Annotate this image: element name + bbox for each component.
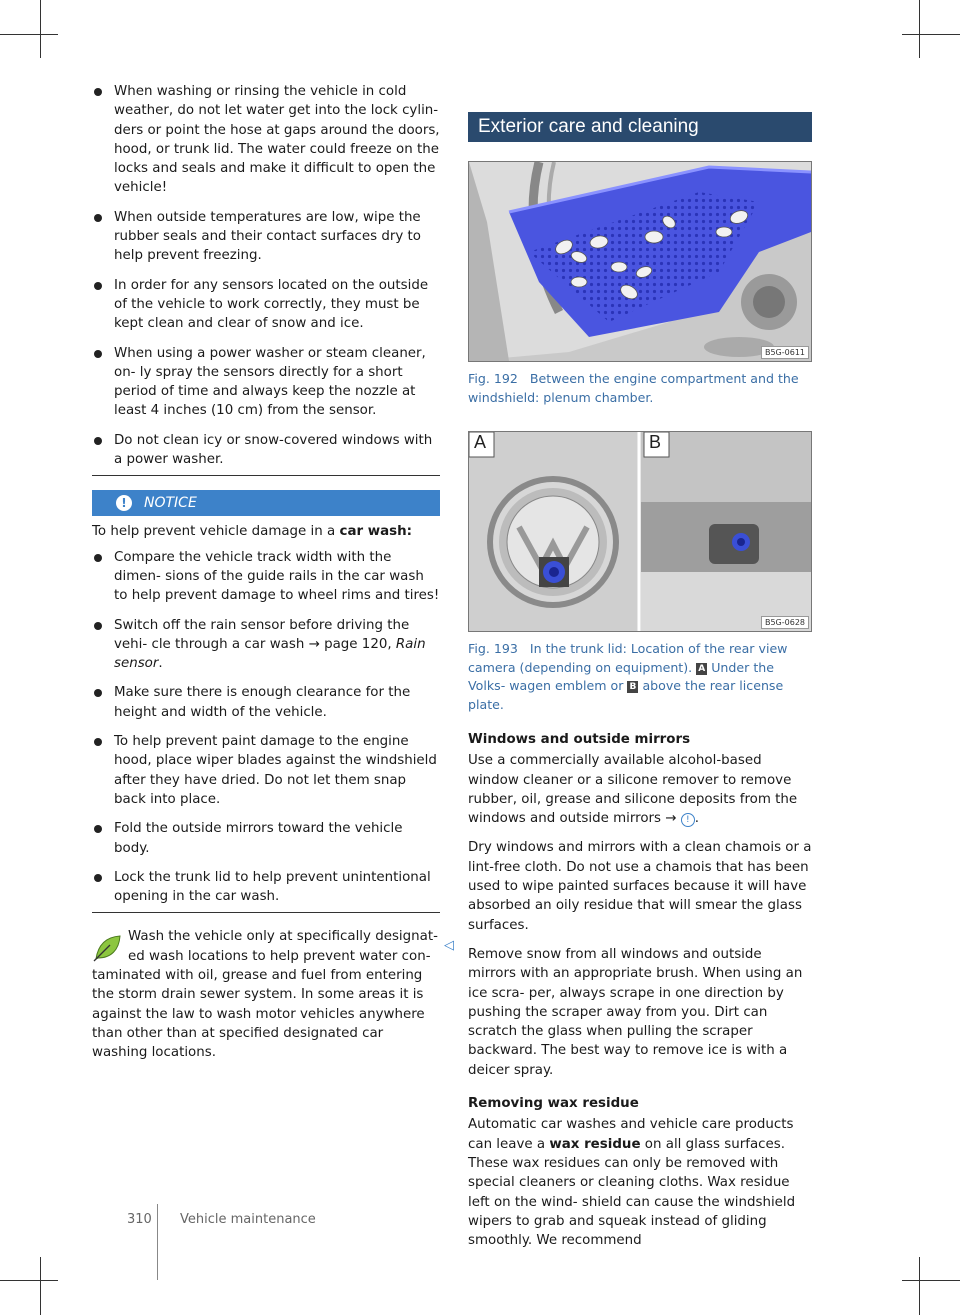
plenum-chamber-illustration <box>469 162 811 361</box>
leaf-icon <box>92 933 122 963</box>
figure-label-b: B <box>649 432 662 452</box>
paragraph: Dry windows and mirrors with a clean chamois or a lint-free cloth. Do not use a chamois that has been used to wipe painted surfaces because it will have absorbed an oily residue that will smear the glass surfaces. <box>468 840 812 933</box>
divider <box>92 475 440 476</box>
list-item: Switch off the rain sensor before driving the vehi- cle through a car wash → page 120, Rain sensor. <box>92 616 440 674</box>
notice-reference-icon[interactable]: ! <box>681 813 695 827</box>
figure-code: B5G-0611 <box>761 346 809 359</box>
exclamation-icon: ! <box>116 495 132 511</box>
footer-section-title: Vehicle maintenance <box>180 1212 316 1227</box>
rear-camera-illustration <box>469 432 811 631</box>
list-item: To help prevent paint damage to the engine hood, place wiper blades against the windshield after they have dried. Do not let them snap back into place. <box>92 732 440 809</box>
paragraph: Automatic car washes and vehicle care products can leave a wax residue on all glass surfaces. These wax residues can only be removed with special cleaners or cleaning cloths. Wax residue left on the wind- shield can cause the windshield wipers to grab and squeak instead of gliding smoothly. We recommend <box>468 1117 796 1249</box>
notice-intro: To help prevent vehicle damage in a car wash: <box>92 524 413 540</box>
figure-label-a: A <box>474 432 487 452</box>
right-column <box>468 112 812 1260</box>
list-item: Compare the vehicle track width with the dimen- sions of the guide rails in the car wash to help prevent damage to wheel rims and tires! <box>92 548 440 606</box>
list-item: Lock the trunk lid to help prevent unintentional opening in the car wash. <box>92 868 440 907</box>
figure-193 <box>468 431 812 632</box>
figure-code: B5G-0628 <box>761 616 809 629</box>
list-item: When using a power washer or steam cleaner, on- ly spray the sensors directly for a short period of time and always keep the nozzle at least 4 inches (10 cm) from the sensor. <box>92 344 440 421</box>
figure-192 <box>468 161 812 362</box>
figure-caption: Fig. 193 In the trunk lid: Location of the rear view camera (depending on equipment). A Under the Volks- wagen emblem or B above the rear license plate. <box>468 641 788 712</box>
notice-banner <box>92 490 440 516</box>
divider <box>92 912 440 913</box>
section-subheading: Windows and outside mirrors <box>468 732 691 747</box>
page-link[interactable]: page 120, <box>324 636 392 652</box>
end-marker-icon: ◁ <box>444 938 454 953</box>
paragraph: Remove snow from all windows and outside mirrors with an appropriate brush. When using an ice scra- per, always scrape in one direction by pushing the scraper away from you. Dirt can scratch the glass when pulling the scraper backward. The best way to remove ice is with a deicer spray. <box>468 946 803 1078</box>
arrow-icon: → <box>308 636 320 652</box>
label-a-box: A <box>696 663 707 675</box>
list-item: Fold the outside mirrors toward the vehicle body. <box>92 819 440 858</box>
page-number: 310 <box>127 1212 152 1227</box>
section-header: Exterior care and cleaning <box>468 112 812 142</box>
list-item: Make sure there is enough clearance for the height and width of the vehicle. <box>92 683 440 722</box>
list-item: Do not clean icy or snow-covered windows with a power washer. <box>92 431 440 470</box>
section-subheading: Removing wax residue <box>468 1096 639 1112</box>
list-item: In order for any sensors located on the outside of the vehicle to work correctly, they must be kept clean and clear of snow and ice. <box>92 276 440 334</box>
arrow-icon: → <box>665 811 677 827</box>
footer-divider <box>157 1204 158 1280</box>
environment-note: Wash the vehicle only at specifically designat- ed wash locations to help prevent water con- taminated with oil, grease and fuel from entering the storm drain sewer system. In some areas it is against the law to wash motor vehicles anywhere than other than at specified designated car washing locations. <box>92 929 438 1061</box>
list-item: When washing or rinsing the vehicle in cold weather, do not let water get into the lock cylin- ders or point the hose at gaps around the doors, hood, or trunk lid. The water could freeze on the locks and seals and make it difficult to open the vehicle! <box>92 82 440 198</box>
list-item: When outside temperatures are low, wipe the rubber seals and their contact surfaces dry to help prevent freezing. <box>92 208 440 266</box>
left-column <box>92 82 440 1062</box>
label-b-box: B <box>627 681 638 693</box>
paragraph: Use a commercially available alcohol-based window cleaner or a silicone remover to remove rubber, oil, grease and silicone deposits from the windows and outside mirrors → ! . <box>468 753 798 827</box>
notice-title: NOTICE <box>144 494 197 511</box>
figure-caption: Fig. 192 Between the engine compartment and the windshield: plenum chamber. <box>468 371 799 405</box>
